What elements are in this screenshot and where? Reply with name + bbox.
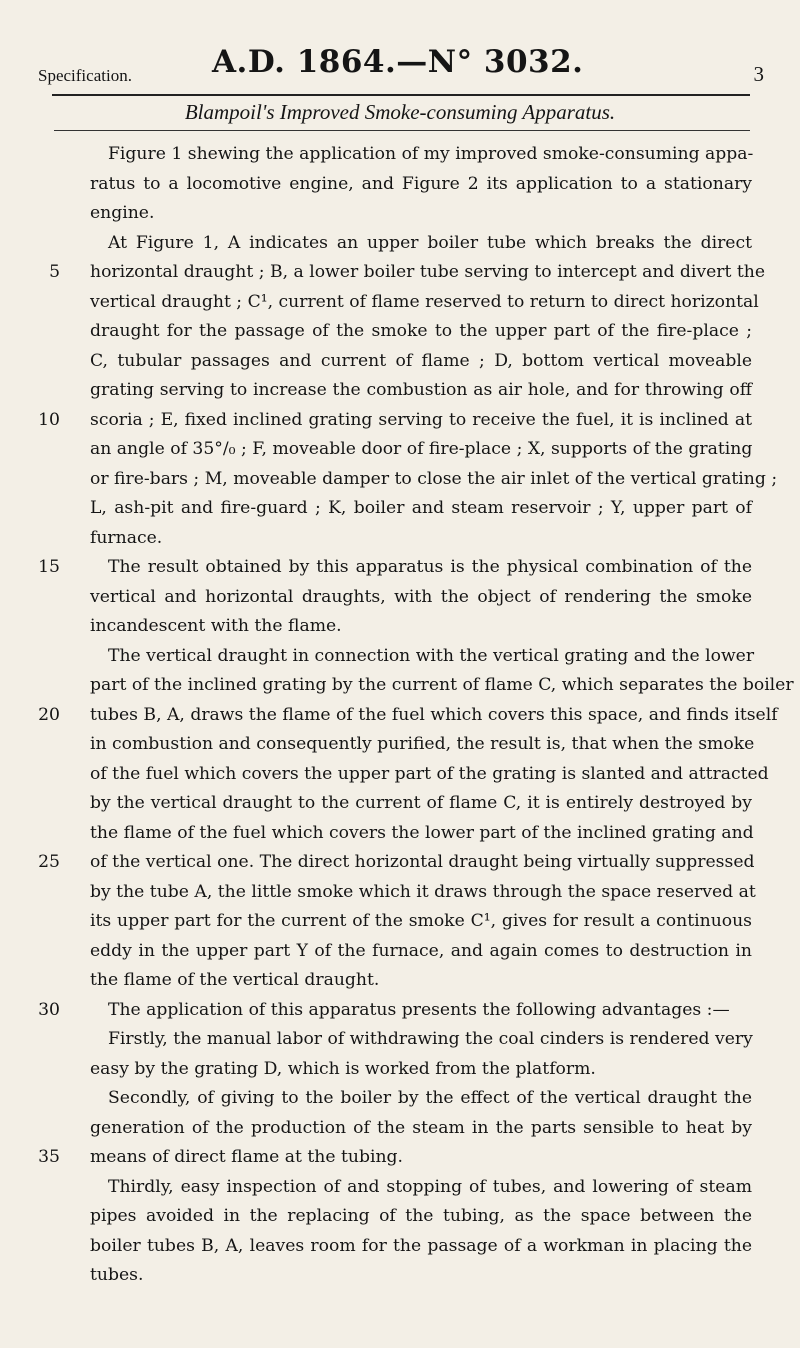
line-text: L, ash-pit and fire-guard ; K, boiler and steam reservoir ; Y, upper part of [90,498,752,518]
line-text: Secondly, of giving to the boiler by the effect of the vertical draught the [108,1088,752,1108]
line-text: means of direct flame at the tubing. [90,1147,404,1167]
text-line [49,258,766,288]
line-text: of the vertical one. The direct horizontal draught being virtually suppressed [90,852,755,872]
body-text [38,140,794,1291]
text-line [90,317,752,347]
line-text: grating serving to increase the combustion as air hole, and for throwing off [90,380,752,400]
text-line [90,1232,752,1262]
line-text: ratus to a locomotive engine, and Figure 2 its application to a stationary [90,173,752,194]
text-line [90,878,756,908]
text-line [90,1084,752,1114]
line-text: scoria ; E, fixed inclined grating serving to receive the fuel, it is inclined at [90,409,752,430]
header-title: A.D. 1864.—N° 3032. [212,44,584,80]
text-line [90,730,755,760]
header-rule [52,94,750,96]
text-line [90,170,752,200]
text-line [38,848,755,878]
line-text: draught for the passage of the smoke to the upper part of the fire-place ; [90,321,752,341]
line-text: The application of this apparatus presents the following advantages :— [108,999,730,1020]
text-line [90,671,794,701]
running-title: Blampoil's Improved Smoke-consuming Apparatus. [184,100,616,124]
line-text: Thirdly, easy inspection of and stopping of tubes, and lowering of steam [108,1176,752,1197]
line-number: 35 [38,1147,60,1167]
text-line [90,760,769,790]
line-number: 20 [38,704,60,725]
line-text: furnace. [90,527,163,548]
text-line [90,199,752,229]
line-text: pipes avoided in the replacing of the tubing, as the space between the [90,1206,752,1226]
text-line [90,612,752,642]
text-line [90,140,752,170]
text-line [90,465,778,495]
line-text: an angle of 35°/₀ ; F, moveable door of fire-place ; X, supports of the grating [90,439,753,459]
line-text: or fire-bars ; M, moveable damper to close the air inlet of the vertical grating ; [90,468,778,489]
line-text: horizontal draught ; B, a lower boiler tube serving to intercept and divert the [90,262,766,282]
header-label: Specification. [38,66,132,85]
line-text: The vertical draught in connection with the vertical grating and the lower [108,645,755,666]
line-number: 15 [38,557,60,577]
line-text: the flame of the fuel which covers the lower part of the inclined grating and [90,822,754,843]
text-line [90,347,752,377]
page-number: 3 [753,62,764,86]
text-line [90,583,752,613]
line-text: vertical and horizontal draughts, with the object of rendering the smoke [90,586,752,607]
text-line [90,1055,752,1085]
text-line [38,406,752,436]
text-line [38,553,752,583]
text-line [90,642,755,672]
text-line [90,1261,752,1291]
text-line [90,376,752,406]
text-line [90,966,752,996]
line-text: tubes. [90,1265,144,1285]
line-text: At Figure 1, A indicates an upper boiler tube which breaks the direct [108,232,752,253]
line-text: by the vertical draught to the current of flame C, it is entirely destroyed by [90,793,752,813]
line-text: generation of the production of the steam in the parts sensible to heat by [90,1117,752,1138]
text-line [90,288,759,318]
line-text: by the tube A, the little smoke which it draws through the space reserved at [90,881,756,902]
line-text: vertical draught ; C¹, current of flame reserved to return to direct horizontal [90,291,759,312]
text-line [90,789,752,819]
text-line [90,1173,752,1203]
subtitle-rule [54,130,750,131]
text-line [90,524,752,554]
line-text: tubes B, A, draws the flame of the fuel which covers this space, and finds itself [90,704,778,725]
line-text: The result obtained by this apparatus is the physical combination of the [108,557,752,577]
text-line [90,1025,752,1055]
line-text: eddy in the upper part Y of the furnace, and again comes to destruction in [90,940,752,961]
line-text: C, tubular passages and current of flame ; D, bottom vertical moveable [90,350,752,371]
text-line [38,1143,752,1173]
line-number: 30 [38,999,60,1020]
line-text: of the fuel which covers the upper part of the grating is slanted and attracted [90,763,769,784]
line-text: the flame of the vertical draught. [90,970,380,990]
line-number: 10 [38,409,60,430]
line-text: incandescent with the flame. [90,616,342,636]
line-number: 25 [38,852,60,872]
line-text: Figure 1 shewing the application of my improved smoke-consuming appa- [108,144,754,164]
line-text: engine. [90,203,155,223]
line-text: its upper part for the current of the smoke C¹, gives for result a continuous [90,911,752,931]
text-line [90,494,752,524]
line-text: in combustion and consequently purified, the result is, that when the smoke [90,734,755,754]
text-line [90,819,752,849]
line-number: 5 [49,262,60,282]
text-line [90,435,752,465]
text-line [90,1114,752,1144]
text-line [38,996,752,1026]
line-text: easy by the grating D, which is worked from the platform. [90,1058,596,1079]
text-line [90,1202,752,1232]
text-line [90,937,752,967]
line-text: part of the inclined grating by the current of flame C, which separates the boiler [90,675,794,695]
line-text: Firstly, the manual labor of withdrawing the coal cinders is rendered very [108,1029,753,1049]
text-line [90,907,752,937]
line-text: boiler tubes B, A, leaves room for the passage of a workman in placing the [90,1235,752,1256]
text-line [38,701,778,731]
text-line [90,229,752,259]
